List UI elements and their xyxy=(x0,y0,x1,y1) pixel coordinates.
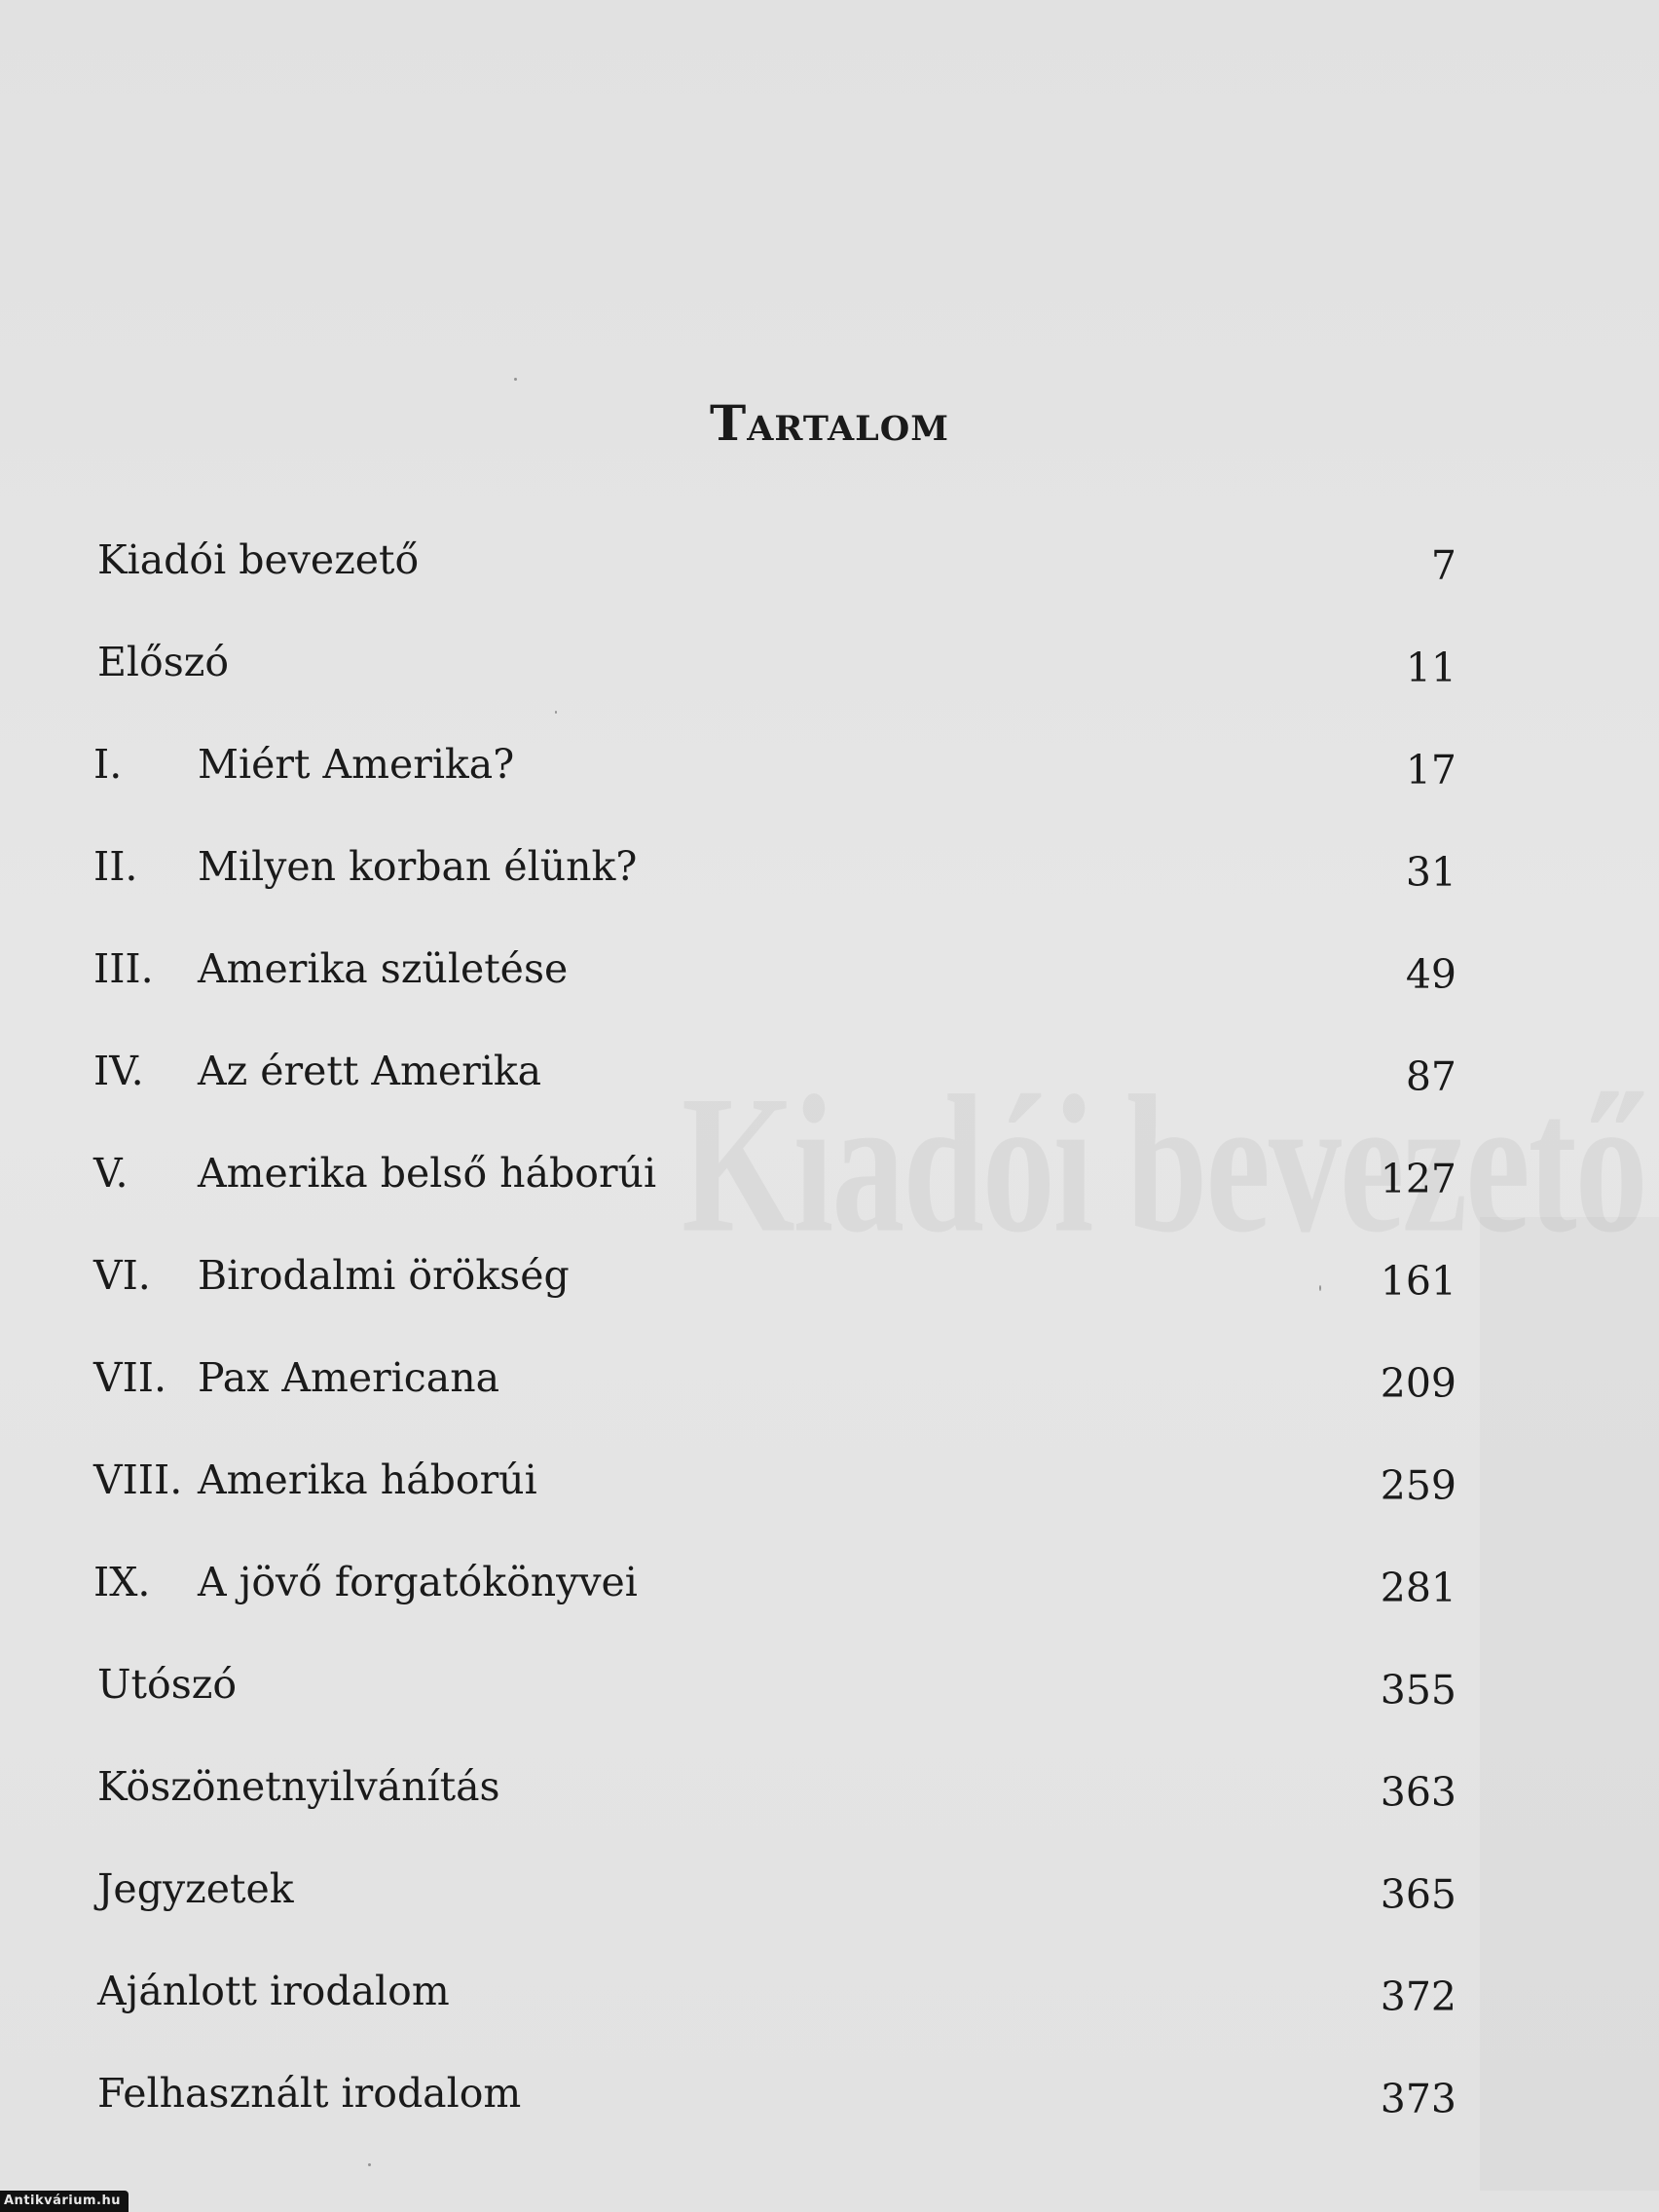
toc-entry xyxy=(93,1752,1456,1855)
chapter-number: II. xyxy=(93,843,138,890)
toc-entry xyxy=(93,1650,1456,1752)
entry-title: Amerika belső háborúi xyxy=(198,1150,657,1197)
chapter-number: VI. xyxy=(93,1252,151,1299)
entry-title: Miért Amerika? xyxy=(198,741,515,788)
page-number: 31 xyxy=(1405,849,1456,896)
toc-entry xyxy=(93,628,1456,730)
toc-entry xyxy=(93,1855,1456,1957)
page-number: 7 xyxy=(1430,542,1456,589)
source-watermark: Antikvárium.hu xyxy=(0,2191,129,2212)
toc-entry xyxy=(93,526,1456,628)
toc-entry xyxy=(93,2059,1456,2161)
chapter-number: IX. xyxy=(93,1559,151,1605)
toc-entry xyxy=(93,1139,1456,1241)
page-number: 363 xyxy=(1380,1769,1456,1816)
entry-title: Előszó xyxy=(97,639,230,685)
show-through-photo xyxy=(1480,1217,1659,2191)
paper-speck xyxy=(514,378,517,381)
page-number: 17 xyxy=(1405,747,1456,793)
toc-entry xyxy=(93,1446,1456,1548)
entry-title: Amerika háborúi xyxy=(198,1456,537,1503)
chapter-number: I. xyxy=(93,741,123,788)
page-number: 161 xyxy=(1380,1258,1456,1305)
entry-title: Milyen korban élünk? xyxy=(198,843,638,890)
paper-speck xyxy=(368,2163,371,2166)
chapter-number: VII. xyxy=(93,1354,167,1401)
entry-title: Amerika születése xyxy=(198,945,569,992)
page-number: 87 xyxy=(1405,1053,1456,1100)
toc-entry xyxy=(93,730,1456,832)
entry-title: A jövő forgatókönyvei xyxy=(198,1559,638,1605)
page-number: 373 xyxy=(1380,2076,1456,2122)
toc-entry xyxy=(93,1957,1456,2059)
toc-entry xyxy=(93,1344,1456,1446)
entry-title: Birodalmi örökség xyxy=(198,1252,570,1299)
chapter-number: V. xyxy=(93,1150,129,1197)
entry-title: Az érett Amerika xyxy=(198,1048,542,1094)
page-number: 49 xyxy=(1405,951,1456,998)
entry-title: Felhasznált irodalom xyxy=(97,2070,522,2117)
page-number: 365 xyxy=(1380,1871,1456,1918)
toc-entry xyxy=(93,935,1456,1037)
page-number: 281 xyxy=(1380,1565,1456,1611)
entry-title: Kiadói bevezető xyxy=(97,536,420,583)
page-number: 209 xyxy=(1380,1360,1456,1407)
page-number: 259 xyxy=(1380,1462,1456,1509)
toc-entry xyxy=(93,1037,1456,1139)
toc-entry xyxy=(93,832,1456,935)
entry-title: Pax Americana xyxy=(198,1354,500,1401)
page-number: 355 xyxy=(1380,1667,1456,1714)
page-number: 127 xyxy=(1380,1156,1456,1202)
chapter-number: IV. xyxy=(93,1048,144,1094)
toc-entry xyxy=(93,1241,1456,1344)
chapter-number: III. xyxy=(93,945,154,992)
page-number: 372 xyxy=(1380,1973,1456,2020)
entry-title: Utószó xyxy=(97,1661,238,1708)
entry-title: Ajánlott irodalom xyxy=(97,1968,450,2014)
page-title: Tartalom xyxy=(710,394,949,452)
page-number: 11 xyxy=(1405,645,1456,691)
toc-entry xyxy=(93,1548,1456,1650)
entry-title: Köszönetnyilvánítás xyxy=(97,1763,500,1810)
table-of-contents xyxy=(93,526,1456,2161)
chapter-number: VIII. xyxy=(93,1456,183,1503)
entry-title: Jegyzetek xyxy=(97,1865,294,1912)
